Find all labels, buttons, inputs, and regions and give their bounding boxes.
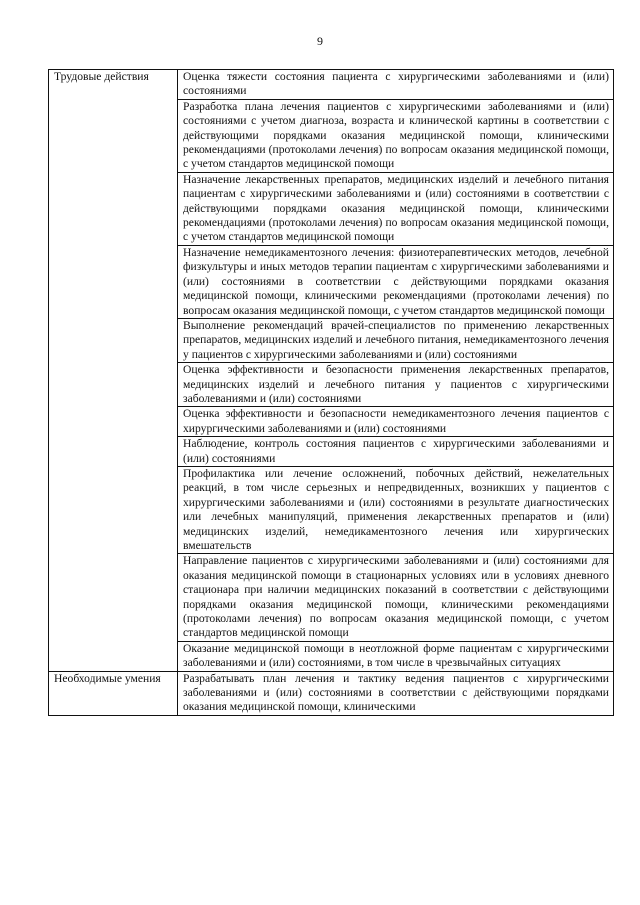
page-number: 9: [317, 34, 323, 48]
table-cell: Оценка эффективности и безопасности применения лекарственных препаратов, медицинских изделий и лечебного питания у пациентов с хирургическими заболеваниями и (или) состояниями: [178, 363, 614, 407]
table-cell: Направление пациентов с хирургическими заболеваниями и (или) состояниями для оказания медицинской помощи в стационарных условиях или в условиях дневного стационара при наличии медицинских показаний в соответствии с действующими порядками оказания медицинской помощи, клиническими рекомендациями (протоколами лечения) по вопросам оказания медицинской помощи, с учетом стандартов медицинской помощи: [178, 554, 614, 641]
table-cell: Назначение немедикаментозного лечения: физиотерапевтических методов, лечебной физкультуры и иных методов терапии пациентам с хирургическими заболеваниями и (или) состояниями в соответствии с действующими порядками оказания медицинской помощи, клиническими рекомендациями (протоколами лечения) по вопросам оказания медицинской помощи, с учетом стандартов медицинской помощи: [178, 245, 614, 318]
table-cell: Разрабатывать план лечения и тактику ведения пациентов с хирургическими заболеваниями и (или) состояниями в соответствии с действующими порядками оказания медицинской помощи, клиническими: [178, 671, 614, 715]
table-cell: Профилактика или лечение осложнений, побочных действий, нежелательных реакций, в том числе серьезных и непредвиденных, возникших у пациентов с хирургическими заболеваниями и (или) состояниями в результате диагностических или лечебных манипуляций, применения лекарственных препаратов и (или) медицинских изделий, немедикаментозного лечения или хирургических вмешательств: [178, 466, 614, 553]
table-cell: Оценка тяжести состояния пациента с хирургическими заболеваниями и (или) состояниями: [178, 70, 614, 100]
requirements-table: [48, 69, 614, 716]
section-label-labor-actions: Трудовые действия: [49, 70, 178, 672]
table-cell: Разработка плана лечения пациентов с хирургическими заболеваниями и (или) состояниями с учетом диагноза, возраста и клинической картины в соответствии с действующими порядками оказания медицинской помощи, клиническими рекомендациями (протоколами лечения) по вопросам оказания медицинской помощи, с учетом стандартов медицинской помощи: [178, 99, 614, 172]
section-label-required-skills: Необходимые умения: [49, 671, 178, 715]
table-cell: Оценка эффективности и безопасности немедикаментозного лечения пациентов с хирургическими заболеваниями и (или) состояниями: [178, 407, 614, 437]
table-row: [49, 671, 614, 715]
table-cell: Наблюдение, контроль состояния пациентов с хирургическими заболеваниями и (или) состояниями: [178, 437, 614, 467]
table-row: [49, 70, 614, 100]
table-cell: Оказание медицинской помощи в неотложной форме пациентам с хирургическими заболеваниями и (или) состояниями, в том числе в чрезвычайных ситуациях: [178, 641, 614, 671]
table-cell: Назначение лекарственных препаратов, медицинских изделий и лечебного питания пациентам с хирургическими заболеваниями и (или) состояниями в соответствии с действующими порядками оказания медицинской помощи, клиническими рекомендациями (протоколами лечения) по вопросам оказания медицинской помощи, с учетом стандартов медицинской помощи: [178, 172, 614, 245]
table-cell: Выполнение рекомендаций врачей-специалистов по применению лекарственных препаратов, медицинских изделий и лечебного питания, немедикаментозного лечения у пациентов с хирургическими заболеваниями и (или) состояниями: [178, 318, 614, 362]
